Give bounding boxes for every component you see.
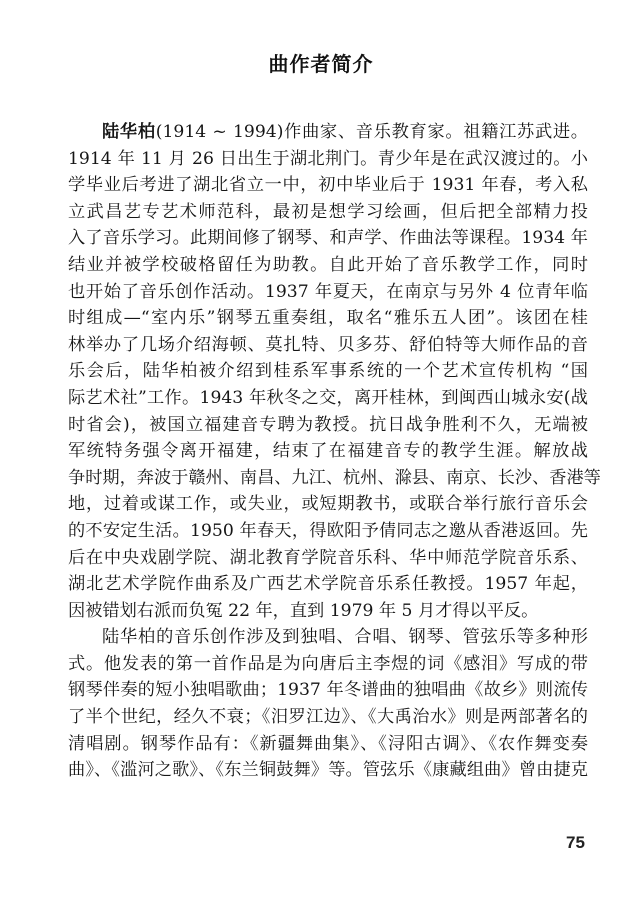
text-line: 时组成—“室内乐”钢琴五重奏组，取名“雅乐五人团”。该团在桂: [68, 308, 588, 329]
text-line: 陆华柏的音乐创作涉及到独唱、合唱、钢琴、管弦乐等多种形: [102, 627, 588, 648]
text-line: 入了音乐学习。此期间修了钢琴、和声学、作曲法等课程。1934 年: [68, 228, 588, 249]
page-title: 曲作者简介: [268, 52, 374, 76]
page-number: 75: [566, 833, 585, 852]
text-line: 结业并被学校破格留任为助教。自此开始了音乐教学工作，同时: [68, 254, 588, 275]
composer-name: 陆华柏: [102, 122, 156, 142]
text-line: [68, 119, 588, 146]
text-line: 后在中央戏剧学院、湖北教育学院音乐科、华中师范学院音乐系、: [68, 547, 588, 568]
text-line: 地，过着或谋工作，或失业，或短期教书，或联合举行旅行音乐会: [68, 494, 588, 515]
article-body: [68, 119, 601, 784]
text-line: 乐会后，陆华柏被介绍到桂系军事系统的一个艺术宣传机构 “国: [68, 361, 588, 382]
text-line: 钢琴伴奏的短小独唱歌曲；1937 年冬谱曲的独唱曲《故乡》则流传: [68, 680, 588, 701]
text-line: 也开始了音乐创作活动。1937 年夏天，在南京与另外 4 位青年临: [68, 281, 588, 302]
text-line: 曲》、《滥河之歌》、《东兰铜鼓舞》等。管弦乐《康藏组曲》曾由捷克: [68, 760, 588, 781]
text-line: 际艺术社”工作。1943 年秋冬之交，离开桂林，到闽西山城永安(战: [68, 387, 588, 408]
text-line: 学毕业后考进了湖北省立一中，初中毕业后于 1931 年春，考入私: [68, 175, 588, 196]
text-line: 立武昌艺专艺术师范科，最初是想学习绘画，但后把全部精力投: [68, 201, 588, 222]
text-line: 式。他发表的第一首作品是为向唐后主李煜的词《感泪》写成的带: [68, 653, 588, 674]
text-line: 时省会)，被国立福建音专聘为教授。抗日战争胜利不久，无端被: [68, 414, 588, 435]
text-line: 清唱剧。钢琴作品有：《新疆舞曲集》、《浔阳古调》、《农作舞变奏: [68, 733, 588, 754]
text-line: 因被错划右派而负冤 22 年，直到 1979 年 5 月才得以平反。: [68, 600, 539, 621]
text-line: 了半个世纪，经久不衰；《汨罗江边》、《大禹治水》则是两部著名的: [68, 707, 588, 728]
text-line: 湖北艺术学院作曲系及广西艺术学院音乐系任教授。1957 年起，: [68, 574, 588, 595]
line-text: (1914 ~ 1994)作曲家、音乐教育家。祖籍江苏武进。: [155, 122, 588, 142]
text-line: 林举办了几场介绍海顿、莫扎特、贝多芬、舒伯特等大师作品的音: [68, 334, 588, 355]
text-line: 争时期，奔波于赣州、南昌、九江、杭州、滁县、南京、长沙、香港等: [68, 467, 601, 488]
text-line: 的不安定生活。1950 年春天，得欧阳予倩同志之邀从香港返回。先: [68, 520, 588, 541]
text-line: 军统特务强令离开福建，结束了在福建音专的教学生涯。解放战: [68, 441, 588, 462]
text-line: 1914 年 11 月 26 日出生于湖北荆门。青少年是在武汉渡过的。小: [68, 148, 588, 169]
paragraph-2: [68, 624, 588, 784]
paragraph-1: [68, 119, 601, 624]
